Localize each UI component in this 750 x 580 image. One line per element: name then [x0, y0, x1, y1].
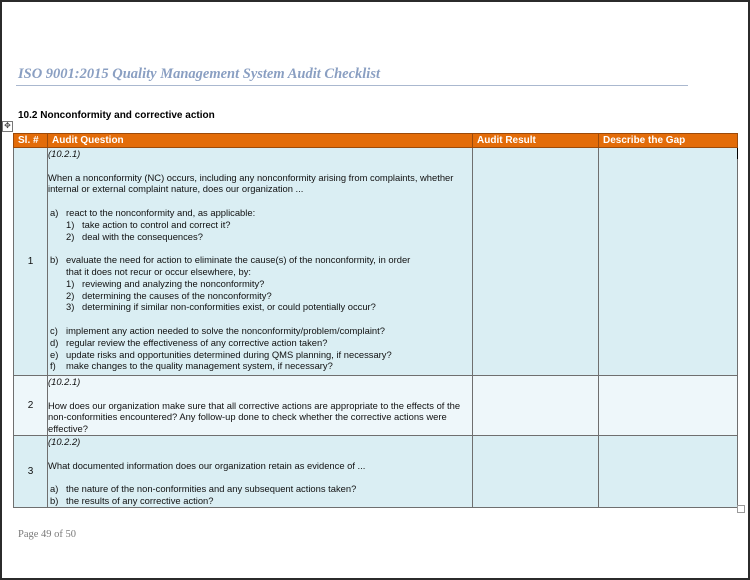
question-text: How does our organization make sure that all corrective actions are appropriate to the effects of the non-conformities encountered? Any follow-up done to check whether the corrective actions were effective? — [48, 399, 461, 435]
list-item: b) the results of any corrective action? — [50, 494, 214, 506]
audit-checklist-table — [13, 133, 738, 508]
list-item: d) regular review the effectiveness of any corrective action taken? — [50, 336, 328, 348]
clause-reference: (10.2.1) — [48, 376, 81, 387]
gap-description-cell[interactable] — [599, 376, 738, 436]
title-divider — [16, 85, 688, 86]
list-item: 3) determining if similar non-conformities exist, or could potentially occur? — [66, 301, 376, 313]
column-header-question: Audit Question — [48, 134, 473, 148]
gap-description-cell[interactable] — [599, 436, 738, 508]
column-header-gap: Describe the Gap — [599, 134, 738, 148]
section-heading: 10.2 Nonconformity and corrective action — [18, 110, 215, 121]
list-item: 1) take action to control and correct it? — [66, 218, 231, 230]
audit-result-cell[interactable] — [473, 148, 599, 376]
list-item: f) make changes to the quality management system, if necessary? — [50, 360, 333, 372]
column-header-result: Audit Result — [473, 134, 599, 148]
audit-result-cell[interactable] — [473, 376, 599, 436]
text-cursor — [737, 148, 738, 159]
list-item-continuation: that it does not recur or occur elsewhere, by: — [66, 265, 251, 277]
question-text: What documented information does our organization retain as evidence of ... — [48, 459, 366, 471]
audit-question-cell[interactable] — [48, 436, 473, 508]
table-resize-handle[interactable] — [737, 505, 745, 513]
list-item: 2) deal with the consequences? — [66, 230, 203, 242]
list-item: 1) reviewing and analyzing the nonconformity? — [66, 277, 265, 289]
audit-question-cell[interactable] — [48, 376, 473, 436]
table-row — [14, 436, 738, 508]
row-number: 3 — [14, 436, 48, 508]
list-item: c) implement any action needed to solve the nonconformity/problem/complaint? — [50, 324, 385, 336]
row-number: 1 — [14, 148, 48, 376]
audit-result-cell[interactable] — [473, 436, 599, 508]
list-item: b) evaluate the need for action to eliminate the cause(s) of the nonconformity, in order — [50, 254, 411, 266]
column-header-num: Sl. # — [14, 134, 48, 148]
table-row — [14, 148, 738, 376]
list-item: a) the nature of the non-conformities and any subsequent actions taken? — [50, 483, 357, 495]
list-item: e) update risks and opportunities determined during QMS planning, if necessary? — [50, 348, 392, 360]
table-header-row — [14, 134, 738, 148]
list-item: 2) determining the causes of the nonconformity? — [66, 289, 272, 301]
row-number: 2 — [14, 376, 48, 436]
clause-reference: (10.2.1) — [48, 148, 81, 159]
list-item: a) react to the nonconformity and, as applicable: — [50, 206, 256, 218]
document-title: ISO 9001:2015 Quality Management System Audit Checklist — [18, 66, 380, 82]
move-arrows-icon[interactable]: ✥ — [2, 121, 13, 132]
table-row — [14, 376, 738, 436]
page-number-footer: Page 49 of 50 — [18, 529, 77, 540]
question-intro: When a nonconformity (NC) occurs, including any nonconformity arising from complaints, whether internal or external complaint nature, does our organization ... — [48, 171, 454, 195]
audit-question-cell[interactable] — [48, 148, 473, 376]
clause-reference: (10.2.2) — [48, 436, 81, 447]
gap-description-cell[interactable] — [599, 148, 738, 376]
